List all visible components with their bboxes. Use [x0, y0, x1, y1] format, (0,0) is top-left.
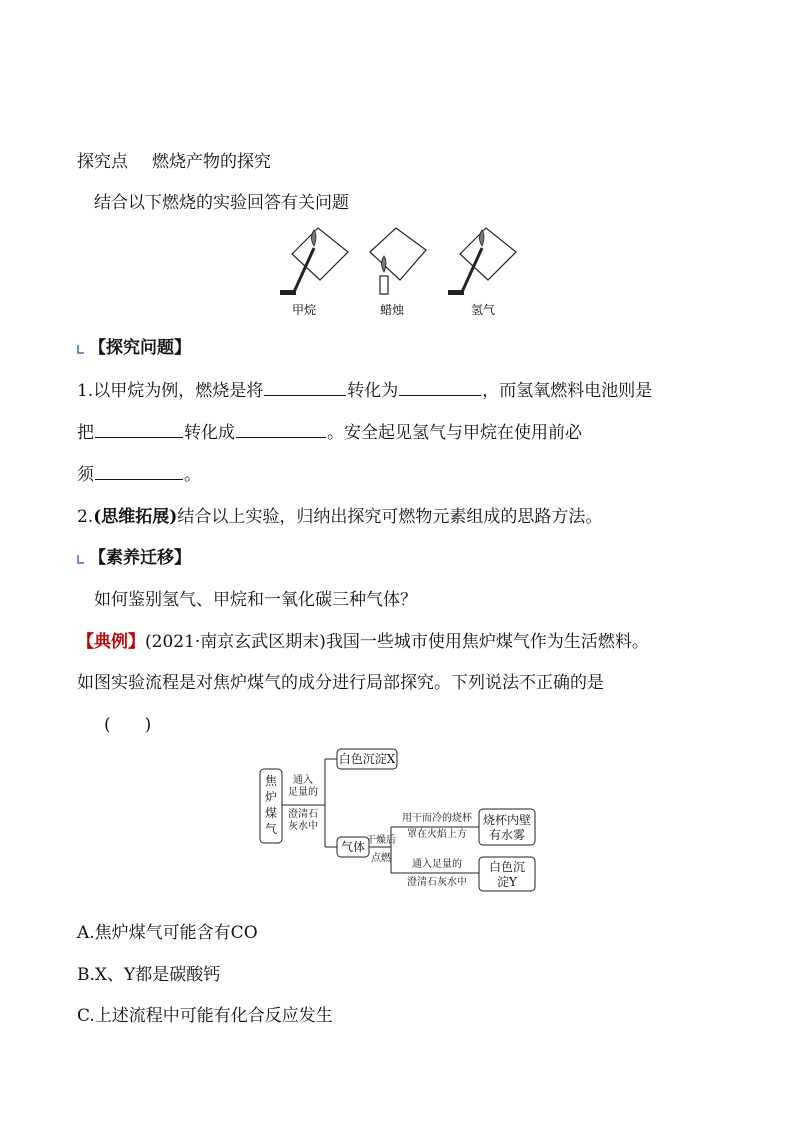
example-line1: 【典例】(2021·南京玄武区期末)我国一些城市使用焦炉煤气作为生活燃料。 [77, 632, 649, 652]
option-c[interactable]: C.上述流程中可能有化合反应发生 [77, 1006, 333, 1026]
heading-transfer: 【素养迁移】 [77, 543, 191, 568]
question-2: 2.(思维拓展)结合以上实验，归纳出探究可燃物元素组成的思路方法。 [77, 507, 603, 527]
example-tag: 【典例】 [77, 632, 145, 652]
answer-blank-3[interactable] [95, 422, 183, 438]
svg-text:澄清石: 澄清石 [288, 809, 318, 820]
result-x: 白色沉淀X [338, 752, 396, 766]
heading-inquiry: 【探究问题】 [77, 333, 191, 358]
answer-blank-2[interactable] [399, 380, 481, 396]
svg-text:干燥后: 干燥后 [366, 835, 396, 846]
label-candle: 蜡烛 [379, 303, 405, 317]
section-topic: 燃烧产物的探究 [152, 152, 271, 172]
flow-diagram [255, 745, 545, 895]
question-1-line3: 须 。 [77, 465, 201, 485]
label-methane: 甲烷 [291, 303, 317, 317]
heading-bullet-icon [77, 344, 85, 354]
svg-text:淀Y: 淀Y [497, 875, 517, 889]
methane-apparatus [280, 228, 348, 295]
question-1-line1: 1.以甲烷为例，燃烧是将 转化为 ，而氢氧燃料电池则是 [77, 381, 653, 401]
svg-text:有水雾: 有水雾 [488, 828, 526, 842]
svg-text:点燃: 点燃 [371, 853, 391, 864]
svg-text:澄清石灰水中: 澄清石灰水中 [407, 877, 467, 888]
answer-blank-4[interactable] [236, 422, 326, 438]
intro-text: 结合以下燃烧的实验回答有关问题 [94, 193, 349, 213]
transfer-question: 如何鉴别氢气、甲烷和一氧化碳三种气体？ [94, 590, 417, 610]
heading-bullet-icon [77, 554, 85, 564]
option-a[interactable]: A.焦炉煤气可能含有CO [77, 923, 258, 943]
example-line2: 如图实验流程是对焦炉煤气的成分进行局部探究。下列说法不正确的是 [77, 673, 604, 693]
svg-text:足量的: 足量的 [288, 787, 318, 798]
candle-apparatus [370, 228, 426, 294]
svg-text:白色沉: 白色沉 [488, 860, 526, 874]
hydrogen-apparatus [448, 228, 516, 295]
answer-blank-1[interactable] [264, 380, 346, 396]
svg-text:炉: 炉 [264, 790, 278, 804]
svg-text:气: 气 [264, 822, 278, 836]
label-hydrogen: 氢气 [470, 303, 496, 317]
svg-text:通入: 通入 [293, 775, 313, 786]
question-1-line2: 把 转化成 。安全起见氢气与甲烷在使用前必 [77, 423, 582, 443]
section-label: 探究点 [77, 152, 128, 172]
svg-text:罩在火焰上方: 罩在火焰上方 [407, 829, 467, 840]
gas-box: 气体 [340, 840, 366, 854]
svg-text:烧杯内壁: 烧杯内壁 [482, 813, 532, 827]
svg-text:通入足量的: 通入足量的 [412, 859, 462, 870]
answer-parentheses[interactable]: ( ) [104, 715, 152, 735]
svg-text:用干而冷的烧杯: 用干而冷的烧杯 [402, 813, 472, 824]
svg-text:灰水中: 灰水中 [288, 821, 318, 832]
section-title [77, 147, 271, 172]
combustion-figure [270, 222, 520, 322]
answer-blank-5[interactable] [95, 464, 183, 480]
svg-text:煤: 煤 [264, 806, 278, 820]
option-b[interactable]: B.X、Y都是碳酸钙 [77, 965, 221, 985]
svg-text:焦: 焦 [264, 774, 278, 788]
